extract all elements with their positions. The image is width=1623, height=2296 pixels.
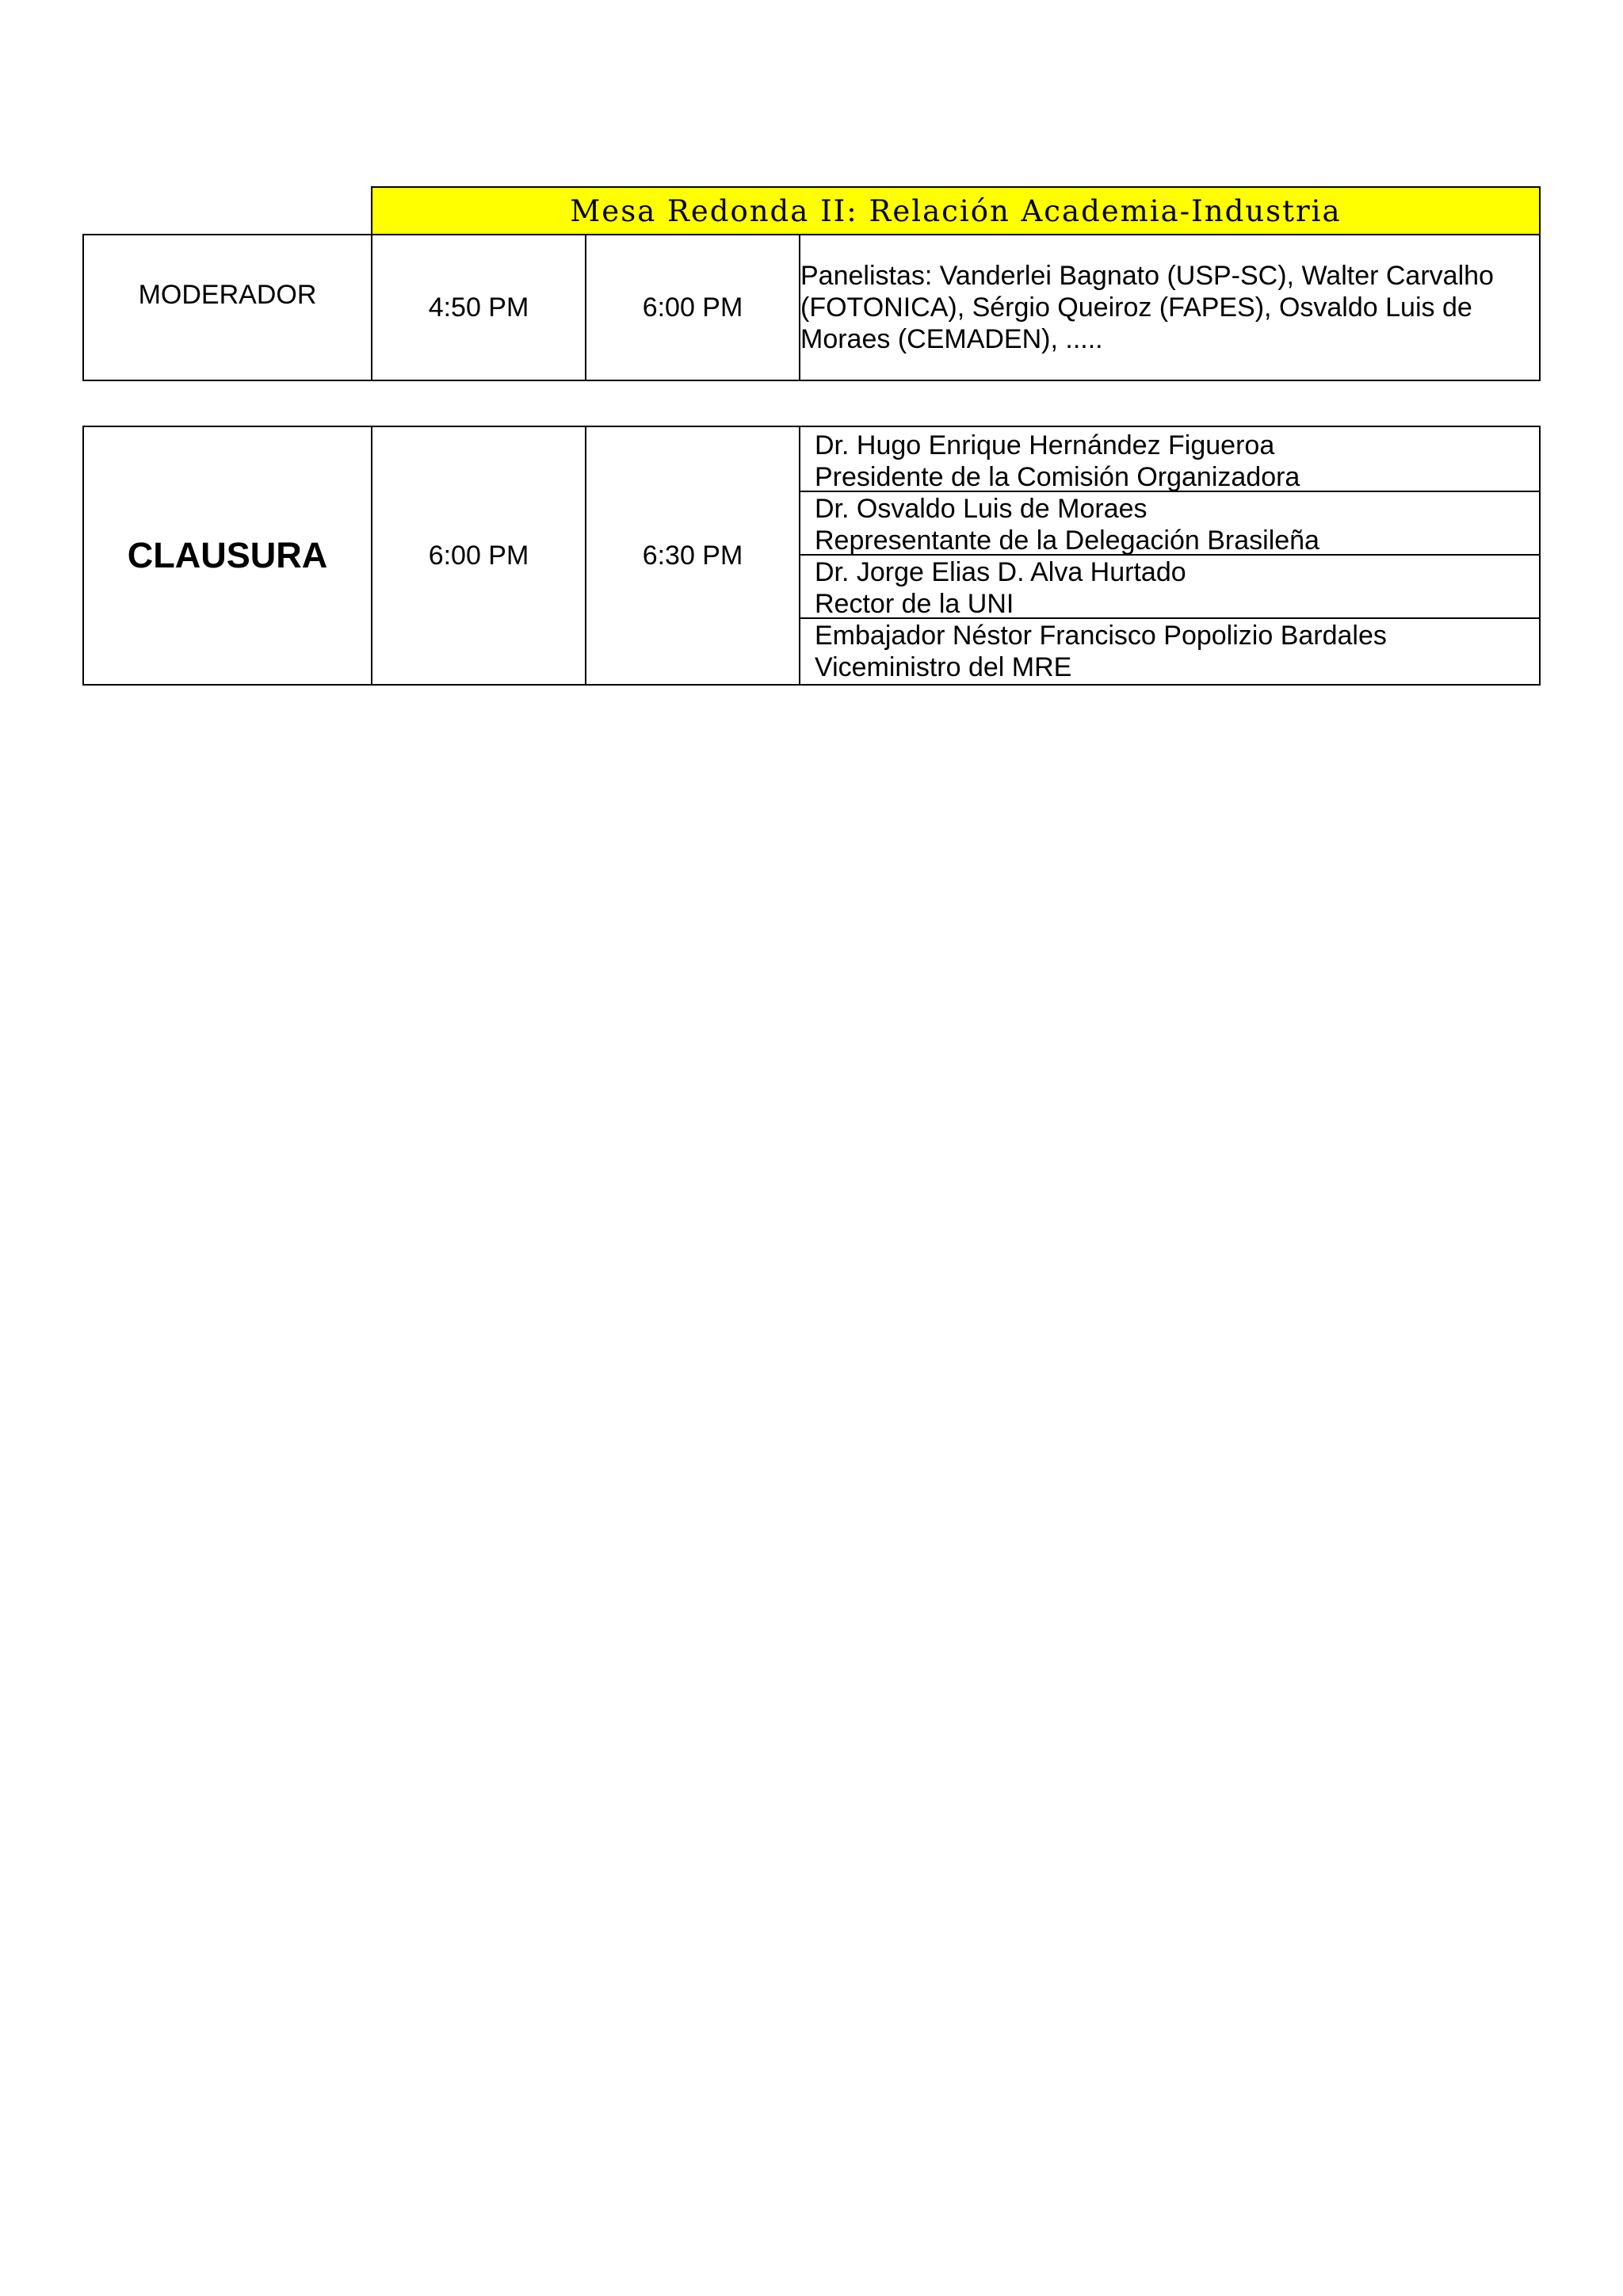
empty-cell bbox=[83, 187, 372, 235]
end-time: 6:30 PM bbox=[586, 426, 800, 685]
speaker-title: Rector de la UNI bbox=[815, 589, 1014, 619]
start-time: 4:50 PM bbox=[372, 235, 586, 380]
speaker-name: Dr. Jorge Elias D. Alva Hurtado bbox=[815, 557, 1186, 587]
mesa-detail-row bbox=[83, 235, 1540, 380]
speaker-title: Presidente de la Comisión Organizadora bbox=[815, 462, 1300, 492]
speaker-item bbox=[800, 619, 1539, 682]
speakers-cell bbox=[800, 426, 1540, 685]
clausura-table bbox=[82, 426, 1541, 686]
session-title: Mesa Redonda II: Relación Academia-Industria bbox=[372, 187, 1540, 235]
start-time: 6:00 PM bbox=[372, 426, 586, 685]
panelists-description: Panelistas: Vanderlei Bagnato (USP-SC), Walter Carvalho (FOTONICA), Sérgio Queiroz (FAPES), Osvaldo Luis de Moraes (CEMADEN), ..... bbox=[800, 235, 1540, 380]
speaker-item bbox=[800, 556, 1539, 619]
speaker-title: Viceministro del MRE bbox=[815, 652, 1072, 682]
mesa-redonda-table bbox=[82, 186, 1541, 381]
clausura-label: CLAUSURA bbox=[83, 426, 372, 685]
clausura-row bbox=[83, 426, 1540, 685]
mesa-title-row bbox=[83, 187, 1540, 235]
end-time: 6:00 PM bbox=[586, 235, 800, 380]
speaker-item bbox=[800, 429, 1539, 492]
speaker-item bbox=[800, 492, 1539, 556]
speaker-name: Dr. Osvaldo Luis de Moraes bbox=[815, 494, 1148, 524]
speaker-name: Dr. Hugo Enrique Hernández Figueroa bbox=[815, 430, 1275, 460]
role-label: MODERADOR bbox=[83, 235, 372, 380]
speaker-name: Embajador Néstor Francisco Popolizio Bardales bbox=[815, 621, 1387, 651]
speaker-title: Representante de la Delegación Brasileña bbox=[815, 525, 1319, 556]
